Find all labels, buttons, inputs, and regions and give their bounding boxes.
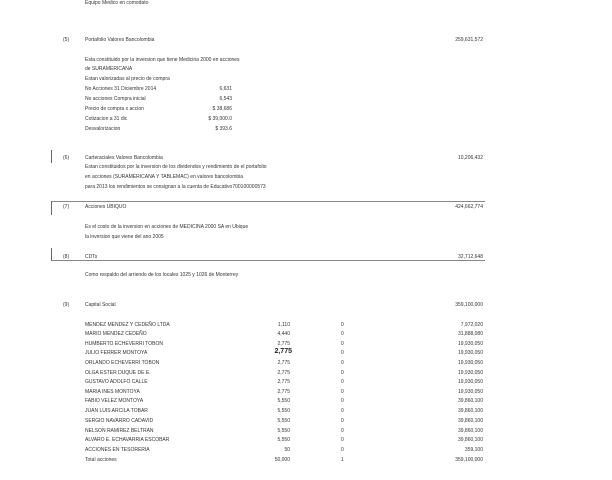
- detail-label: Precio de compra x accion: [85, 106, 144, 112]
- share-count: 5,550: [277, 398, 290, 404]
- shareholder-name: ALVARO E. ECHAVARRIA ESCOBAR: [85, 437, 170, 443]
- shareholder-name: GUSTAVO ADOLFO CALLE: [85, 379, 148, 385]
- shareholder-name: JUAN LUIS ARCILA TOBAR: [85, 408, 148, 414]
- zero-column: 0: [341, 322, 344, 328]
- total-shares: 50,000: [274, 457, 290, 463]
- share-count: 2,775: [277, 341, 290, 347]
- detail-label: Cotizacion a 31 dic: [85, 116, 128, 122]
- note-amount: 32,712,648: [457, 254, 483, 260]
- note-number: (7): [63, 204, 70, 210]
- zero-column: 0: [341, 389, 344, 395]
- zero-column: 0: [341, 447, 344, 453]
- detail-value: $ 38,686: [212, 106, 232, 112]
- share-value: 19,930,050: [457, 341, 483, 347]
- note-paragraph: en acciones (SURAMERICANA Y TABLEMAC) en valores bancolombia: [85, 174, 244, 180]
- share-value: 39,860,100: [457, 398, 483, 404]
- shareholder-name: JULIO FERRER MONTOYA: [85, 350, 148, 356]
- detail-value: $ 393.6: [215, 126, 232, 132]
- share-count: 5,550: [277, 418, 290, 424]
- total-label: Total acciones: [85, 457, 117, 463]
- note-title: Carteraciales Valores Bancolombia: [85, 155, 163, 161]
- shareholder-name: MARIA INES MONTOYA: [85, 389, 140, 395]
- note-paragraph: la inversion que viene del ano 2005: [85, 234, 164, 240]
- share-count: 4,440: [277, 331, 290, 337]
- note-amount: 10,206,432: [457, 155, 483, 161]
- shareholder-name: FABIO VELEZ MONTOYA: [85, 398, 144, 404]
- share-count: 1,110: [277, 322, 290, 328]
- share-count: 5,550: [277, 408, 290, 414]
- detail-value: 6,543: [219, 96, 232, 102]
- section-divider: [52, 201, 485, 202]
- shareholder-name: ORLANDO ECHEVERRI TOBON: [85, 360, 160, 366]
- share-value: 19,930,050: [457, 379, 483, 385]
- shareholder-name: ACCIONES EN TESORERIA: [85, 447, 150, 453]
- share-value: 19,930,050: [457, 360, 483, 366]
- share-count: 2,775: [277, 379, 290, 385]
- zero-column: 0: [341, 370, 344, 376]
- shareholder-name: MENDEZ MENDEZ Y CEDEÑO LTDA: [85, 322, 170, 328]
- total-one: 1: [341, 457, 344, 463]
- share-count: 50: [284, 447, 290, 453]
- shareholder-name: HUMBERTO ECHEVERRI TOBON: [85, 341, 163, 347]
- share-value: 39,860,100: [457, 418, 483, 424]
- note-number: (6): [63, 155, 70, 161]
- note-amount: 259,631,572: [455, 37, 483, 43]
- note-amount: 424,662,774: [455, 204, 483, 210]
- zero-column: 0: [341, 437, 344, 443]
- note-paragraph: Estan valorizadas al precio de compra: [85, 76, 170, 82]
- zero-column: 0: [341, 341, 344, 347]
- zero-column: 0: [341, 360, 344, 366]
- shareholder-name: SERGIO NAVARRO CADAVID: [85, 418, 154, 424]
- share-count: 2,775: [277, 360, 290, 366]
- zero-column: 0: [341, 398, 344, 404]
- share-value: 7,972,020: [460, 322, 483, 328]
- zero-column: 0: [341, 408, 344, 414]
- note-title: Acciones UBIQUO: [85, 204, 127, 210]
- share-value: 39,860,100: [457, 428, 483, 434]
- share-value: 19,930,050: [457, 350, 483, 356]
- note-title: Capital Social: [85, 302, 116, 308]
- detail-value: $ 39,000.0: [208, 116, 232, 122]
- note-paragraph: Como respaldo del arriendo de los locales 1025 y 1026 de Monterrey: [85, 272, 239, 278]
- note-paragraph: Es el costo de la inversion en acciones de MEDICINA 2000 SA en Ubique: [85, 224, 249, 230]
- zero-column: 0: [341, 331, 344, 337]
- note-number: (8): [63, 254, 70, 260]
- note-number: (9): [63, 302, 70, 308]
- margin-bar: [51, 201, 52, 215]
- shareholder-name: MARIO MENDEZ CEDEÑO: [85, 331, 147, 337]
- note-amount: 359,100,000: [455, 302, 483, 308]
- zero-column: 0: [341, 350, 344, 356]
- share-count: 5,550: [277, 428, 290, 434]
- note-paragraph: para 2013 los rendimientos se consignan a la cuenta de Educativo700100000573: [85, 184, 266, 190]
- share-value: 31,888,080: [457, 331, 483, 337]
- shareholder-name: NELSON RAMIREZ BELTRAN: [85, 428, 154, 434]
- share-value: 39,860,100: [457, 437, 483, 443]
- share-value: 39,860,100: [457, 408, 483, 414]
- share-value: 19,930,050: [457, 370, 483, 376]
- note-paragraph: Esta constituido por la inversion que tiene Medicina 2000 en acciones: [85, 57, 240, 63]
- detail-value: 6,631: [219, 86, 232, 92]
- shareholder-name: OLGA ESTER DUQUE DE E.: [85, 370, 151, 376]
- note-paragraph: de SURAMERICANA: [85, 66, 133, 72]
- share-count: 2,775: [277, 389, 290, 395]
- detail-label: Desvalorizacion: [85, 126, 121, 132]
- detail-label: No acciones Compra inicial: [85, 96, 146, 102]
- detail-label: No Acciones 31 Diciembre 2014: [85, 86, 157, 92]
- section-divider: [52, 260, 485, 261]
- note-paragraph: Estan constituidos por la inversion de los dividendos y rendimiento de el portafolio: [85, 164, 267, 170]
- share-count: 2,775: [274, 348, 292, 355]
- share-count: 2,775: [277, 370, 290, 376]
- total-value: 359,100,000: [455, 457, 483, 463]
- zero-column: 0: [341, 428, 344, 434]
- zero-column: 0: [341, 418, 344, 424]
- share-value: 19,930,050: [457, 389, 483, 395]
- note-title: Portafolio Valores Bancolombia: [85, 37, 155, 43]
- share-value: 359,100: [464, 447, 483, 453]
- top-caption: Equipo Medico en comodato: [85, 0, 149, 6]
- margin-bar: [51, 150, 52, 163]
- note-number: (5): [63, 37, 70, 43]
- note-title: CDTs: [85, 254, 98, 260]
- share-count: 5,550: [277, 437, 290, 443]
- zero-column: 0: [341, 379, 344, 385]
